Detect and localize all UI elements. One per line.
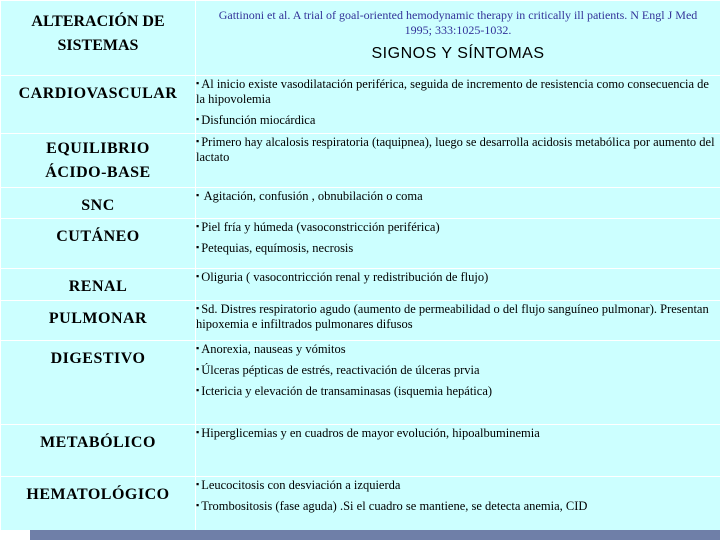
sign-item [196, 269, 720, 285]
system-cell [1, 269, 196, 301]
sign-item [196, 498, 720, 514]
system-name: RENAL [68, 278, 128, 295]
bullet-icon: ▪ [196, 500, 200, 510]
header-title [1, 10, 195, 58]
signs-cell [196, 269, 720, 301]
signs-cell [196, 219, 720, 269]
sign-text: Agitación, confusión , obnubilación o coma [201, 189, 423, 203]
sign-item [196, 341, 720, 357]
system-name-line: EQUILIBRIO [46, 140, 150, 157]
system-name: SNC [81, 197, 115, 214]
citation-text: Gattinoni et al. A trial of goal-oriented hemodynamic therapy in critically ill patients. N Engl J Med 1995; 333:1025-1032. [218, 8, 698, 37]
system-cell [1, 477, 196, 534]
sign-item [196, 383, 720, 399]
signs-cell [196, 341, 720, 425]
system-cell [1, 219, 196, 269]
sign-text: Ictericia y elevación de transaminasas (isquemia hepática) [201, 384, 493, 398]
sign-text: Primero hay alcalosis respiratoria (taquipnea), luego se desarrolla acidosis metabólica por aumento del lactato [196, 135, 715, 164]
signs-cell [196, 425, 720, 477]
table-row [1, 134, 720, 188]
header-title-line: SISTEMAS [57, 37, 139, 54]
bottom-bar [0, 530, 720, 540]
sign-text: Petequias, equímosis, necrosis [201, 241, 354, 255]
system-name: HEMATOLÓGICO [26, 486, 170, 503]
sign-text: Disfunción miocárdica [201, 113, 316, 127]
table-row [1, 425, 720, 477]
bullet-icon: ▪ [196, 479, 200, 489]
sign-item [196, 219, 720, 235]
bottom-bar-fill [30, 530, 720, 540]
sign-item [196, 112, 720, 128]
sign-item [196, 76, 720, 107]
signs-cell [196, 76, 720, 134]
table-row [1, 301, 720, 341]
table-row [1, 477, 720, 534]
header-system-cell [1, 1, 196, 76]
system-name: CARDIOVASCULAR [18, 85, 178, 102]
bullet-icon: ▪ [196, 427, 200, 437]
bullet-icon: ▪ [196, 364, 200, 374]
table-row [1, 188, 720, 219]
system-cell [1, 188, 196, 219]
system-cell [1, 425, 196, 477]
table-row [1, 269, 720, 301]
bullet-icon: ▪ [196, 114, 200, 124]
sign-item [196, 477, 720, 493]
sign-text: Sd. Distres respiratorio agudo (aumento de permeabilidad o del flujo sanguíneo pulmonar). Presentan hipoxemia e infiltrados pulmonares difusos [196, 302, 709, 331]
signs-cell [196, 477, 720, 534]
bullet-icon: ▪ [196, 303, 200, 313]
header-row [1, 1, 720, 76]
system-name: PULMONAR [48, 310, 148, 327]
bullet-icon: ▪ [196, 343, 200, 353]
signs-title: SIGNOS Y SÍNTOMAS [371, 45, 545, 62]
bullet-icon: ▪ [196, 271, 200, 281]
system-cell [1, 301, 196, 341]
header-title-line: ALTERACIÓN DE [31, 13, 165, 30]
system-cell [1, 76, 196, 134]
sign-text: Úlceras pépticas de estrés, reactivación de úlceras prvia [201, 363, 480, 377]
system-name [1, 134, 195, 185]
sign-text: Hiperglicemias y en cuadros de mayor evolución, hipoalbuminemia [201, 426, 540, 440]
sign-text: Al inicio existe vasodilatación periférica, seguida de incremento de resistencia como consecuencia de la hipovolemia [196, 77, 709, 106]
sign-text: Leucocitosis con desviación a izquierda [201, 478, 401, 492]
bullet-icon: ▪ [196, 242, 200, 252]
system-name: DIGESTIVO [50, 350, 146, 367]
table-row [1, 219, 720, 269]
table-row [1, 76, 720, 134]
bullet-icon: ▪ [196, 190, 200, 200]
signs-cell [196, 188, 720, 219]
system-name: METABÓLICO [40, 434, 156, 451]
sign-text: Oliguria ( vasocontricción renal y redistribución de flujo) [201, 270, 489, 284]
system-name-line: ÁCIDO-BASE [45, 164, 151, 181]
bullet-icon: ▪ [196, 136, 200, 146]
table-row [1, 341, 720, 425]
signs-cell [196, 134, 720, 188]
header-signs-cell [196, 1, 720, 76]
sign-item [196, 301, 720, 332]
system-cell [1, 341, 196, 425]
sign-item [196, 425, 720, 441]
sign-item [196, 188, 720, 204]
sign-text: Piel fría y húmeda (vasoconstricción periférica) [201, 220, 440, 234]
bullet-icon: ▪ [196, 78, 200, 88]
system-name: CUTÁNEO [56, 228, 140, 245]
bullet-icon: ▪ [196, 221, 200, 231]
sign-text: Anorexia, nauseas y vómitos [201, 342, 346, 356]
sign-text: Trombositosis (fase aguda) .Si el cuadro se mantiene, se detecta anemia, CID [201, 499, 588, 513]
signs-cell [196, 301, 720, 341]
sign-item [196, 240, 720, 256]
system-cell [1, 134, 196, 188]
sign-item [196, 134, 720, 165]
bullet-icon: ▪ [196, 385, 200, 395]
sign-item [196, 362, 720, 378]
